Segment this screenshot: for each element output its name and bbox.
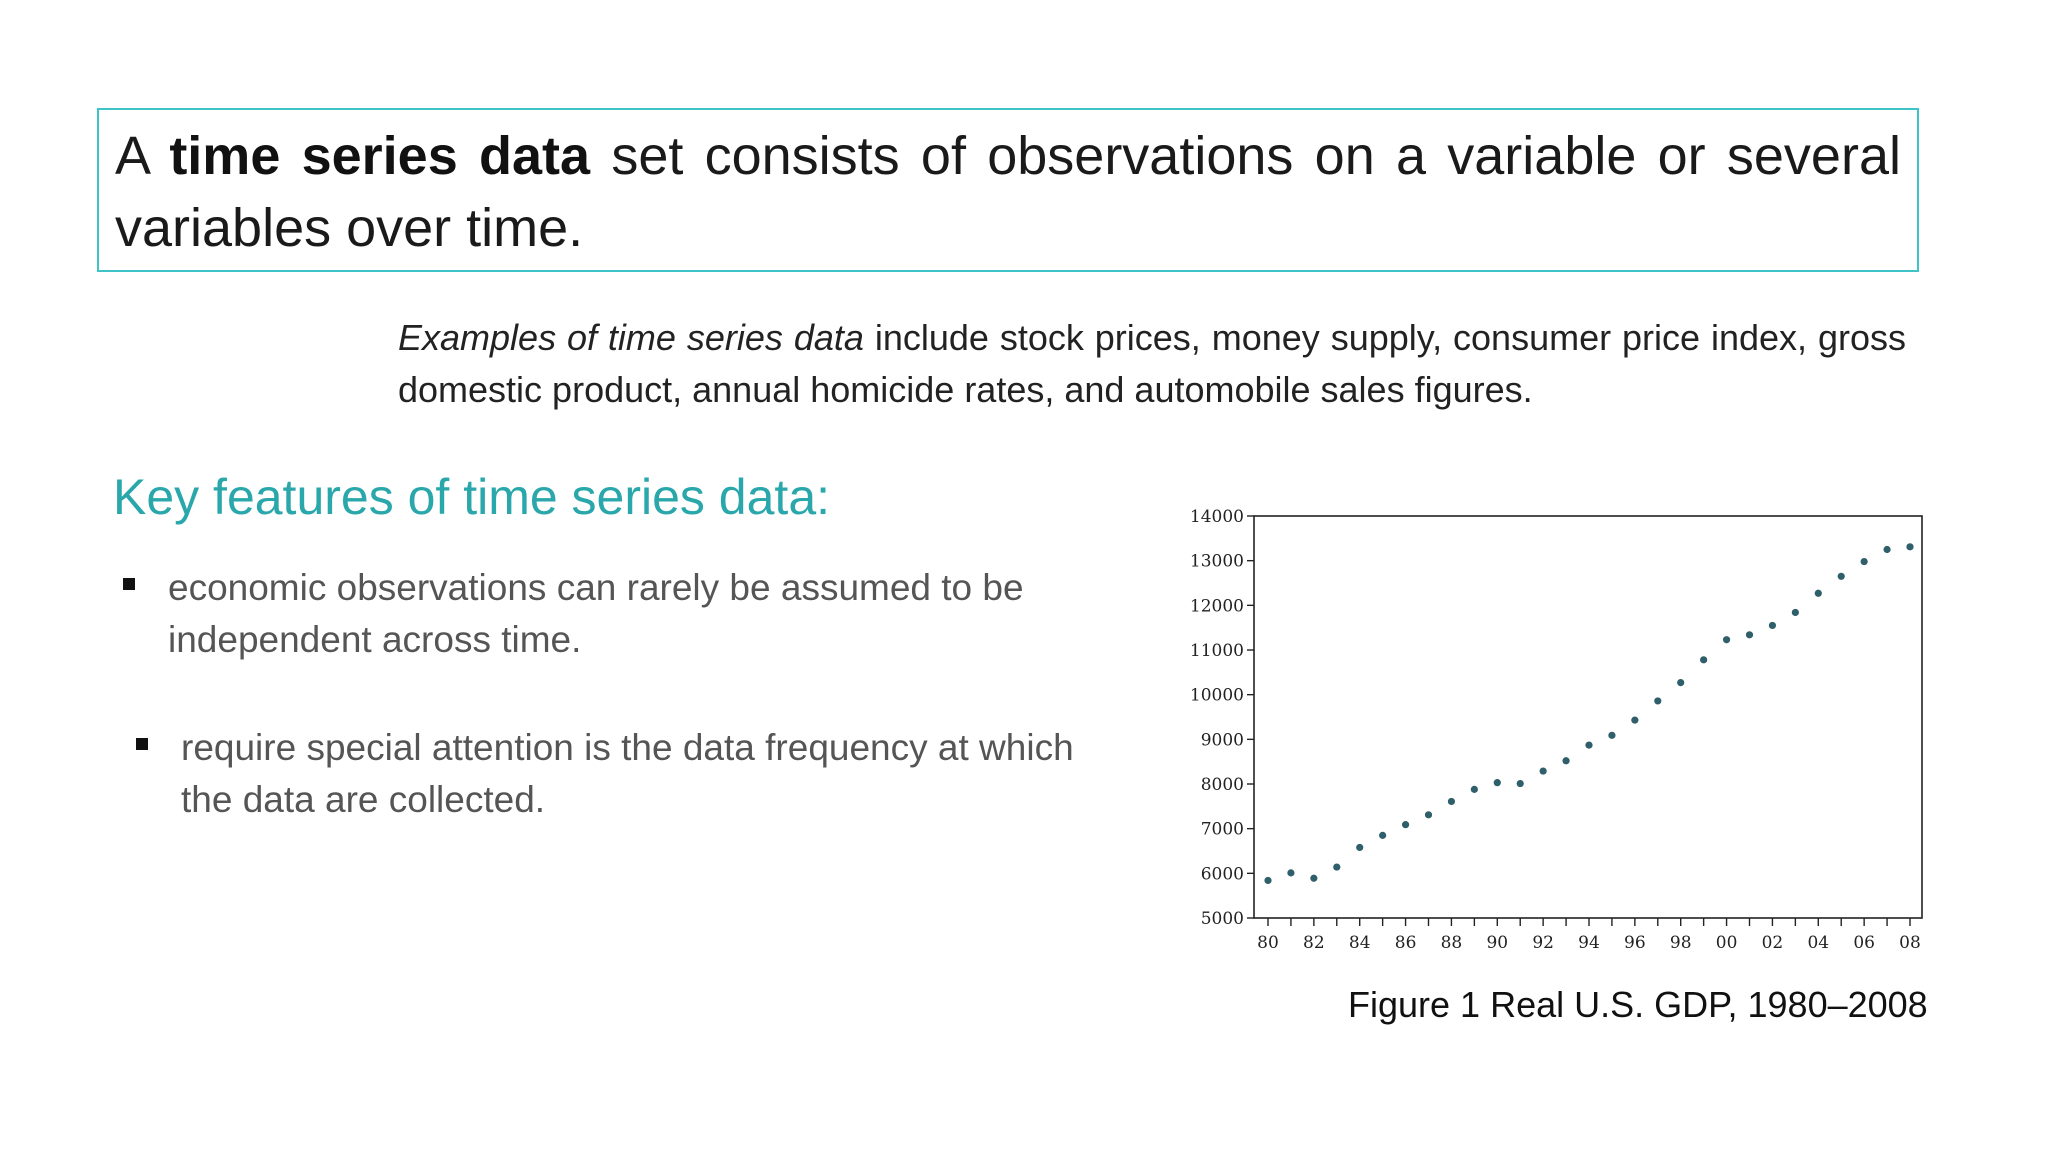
feature-item: [123, 562, 1083, 666]
data-point: [1448, 798, 1455, 805]
data-point: [1310, 875, 1317, 882]
definition-box: [97, 108, 1919, 272]
data-point: [1608, 732, 1615, 739]
x-tick-label: 96: [1624, 933, 1646, 953]
y-tick-label: 8000: [1200, 775, 1244, 795]
x-tick-label: 84: [1348, 933, 1371, 953]
data-point: [1792, 609, 1799, 616]
gdp-chart: [1180, 498, 1940, 978]
data-point: [1815, 590, 1822, 597]
gdp-chart-svg: [1180, 498, 1940, 978]
y-tick-label: 14000: [1189, 507, 1244, 527]
data-point: [1654, 697, 1661, 704]
feature-item-text: require special attention is the data frequency at which the data are collected.: [181, 727, 1074, 820]
data-point: [1379, 832, 1386, 839]
bullet-square-icon: [123, 578, 135, 590]
y-tick-label: 12000: [1189, 596, 1244, 617]
data-point: [1287, 869, 1294, 876]
x-tick-label: 94: [1578, 933, 1600, 953]
x-tick-label: 92: [1532, 933, 1554, 953]
figure-caption: Figure 1 Real U.S. GDP, 1980–2008: [1348, 984, 1928, 1025]
data-point: [1838, 573, 1845, 580]
data-point: [1746, 631, 1753, 638]
data-point: [1700, 656, 1707, 663]
x-tick-label: 00: [1715, 933, 1738, 953]
y-tick-label: 7000: [1200, 819, 1244, 840]
data-point: [1861, 558, 1868, 565]
data-point: [1540, 767, 1547, 774]
y-tick-label: 9000: [1200, 730, 1244, 751]
x-tick-label: 82: [1303, 933, 1325, 953]
x-tick-label: 04: [1807, 933, 1830, 953]
data-point: [1769, 622, 1776, 629]
y-tick-label: 5000: [1200, 909, 1244, 929]
feature-item: [136, 722, 1076, 826]
definition-prefix: A: [115, 126, 149, 186]
data-points: [1264, 543, 1913, 884]
data-point: [1471, 786, 1478, 793]
feature-item-text: economic observations can rarely be assumed to be independent across time.: [168, 567, 1024, 660]
y-tick-label: 10000: [1189, 685, 1244, 706]
examples-paragraph: [398, 312, 1906, 416]
data-point: [1723, 636, 1730, 643]
x-tick-label: 02: [1761, 933, 1784, 953]
data-point: [1333, 863, 1340, 870]
y-tick-label: 13000: [1189, 551, 1244, 572]
plot-frame: [1254, 516, 1922, 918]
examples-lead: Examples of time series data: [398, 317, 864, 358]
definition-text: set consists of observations on a variable or several variables over time.: [115, 126, 1901, 258]
data-point: [1356, 844, 1363, 851]
x-tick-label: 80: [1257, 933, 1279, 953]
data-point: [1517, 780, 1524, 787]
data-point: [1906, 543, 1913, 550]
y-tick-label: 6000: [1200, 864, 1244, 885]
x-tick-label: 06: [1853, 933, 1875, 953]
examples-text: include stock prices, money supply, consumer price index, gross domestic product, annual homicide rates, and automobile sales figures.: [398, 317, 1906, 410]
data-point: [1677, 679, 1684, 686]
definition-term: time series data: [169, 126, 591, 186]
y-axis: [1190, 507, 1254, 929]
bullet-square-icon: [136, 738, 148, 750]
x-axis: [1257, 918, 1921, 953]
key-features-title: Key features of time series data:: [113, 469, 831, 525]
x-tick-label: 86: [1394, 933, 1417, 953]
x-tick-label: 88: [1440, 933, 1463, 953]
x-tick-label: 98: [1669, 933, 1692, 953]
data-point: [1585, 742, 1592, 749]
data-point: [1883, 546, 1890, 553]
data-point: [1264, 877, 1271, 884]
data-point: [1494, 779, 1501, 786]
data-point: [1425, 811, 1432, 818]
data-point: [1631, 717, 1638, 724]
data-point: [1402, 821, 1409, 828]
data-point: [1562, 757, 1569, 764]
x-tick-label: 08: [1899, 933, 1921, 953]
x-tick-label: 90: [1486, 933, 1509, 953]
y-tick-label: 11000: [1189, 641, 1244, 661]
